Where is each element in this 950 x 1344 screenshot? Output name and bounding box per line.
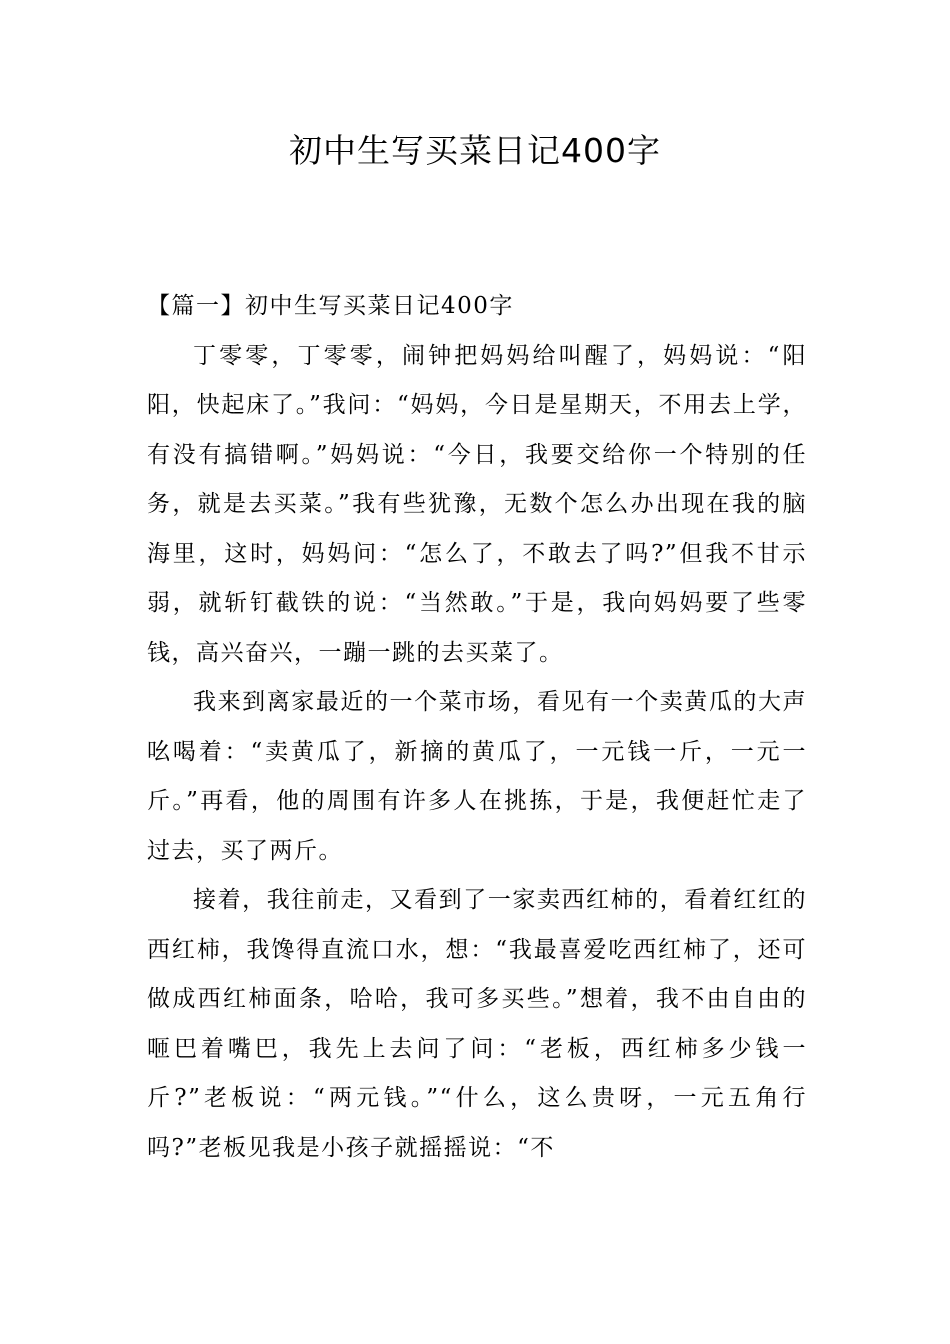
document-title: 初中生写买菜日记400字	[289, 131, 661, 170]
document-body	[147, 282, 807, 1173]
paragraph-1: 丁零零，丁零零，闹钟把妈妈给叫醒了，妈妈说：“阳阳，快起床了。”我问：“妈妈，今日是星期天，不用去上学，有没有搞错啊。”妈妈说：“今日，我要交给你一个特别的任务，就是去买菜。”我有些犹豫，无数个怎么办出现在我的脑海里，这时，妈妈问：“怎么了，不敢去了吗?”但我不甘示弱，就斩钉截铁的说：“当然敢。”于是，我向妈妈要了些零钱，高兴奋兴，一蹦一跳的去买菜了。	[147, 342, 807, 666]
paragraph-2: 我来到离家最近的一个菜市场，看见有一个卖黄瓜的大声吆喝着：“卖黄瓜了，新摘的黄瓜了，一元钱一斤，一元一斤。”再看，他的周围有许多人在挑拣，于是，我便赶忙走了过去，买了两斤。	[147, 689, 807, 864]
paragraph-3: 接着，我往前走，又看到了一家卖西红柿的，看着红红的西红柿，我馋得直流口水，想：“我最喜爱吃西红柿了，还可做成西红柿面条，哈哈，我可多买些。”想着，我不由自由的咂巴着嘴巴，我先上去问了问：“老板，西红柿多少钱一斤?”老板说：“两元钱。”“什么，这么贵呀，一元五角行吗?”老板见我是小孩子就摇摇说：“不	[147, 887, 807, 1161]
section-heading: 【篇一】初中生写买菜日记400字	[147, 293, 514, 319]
